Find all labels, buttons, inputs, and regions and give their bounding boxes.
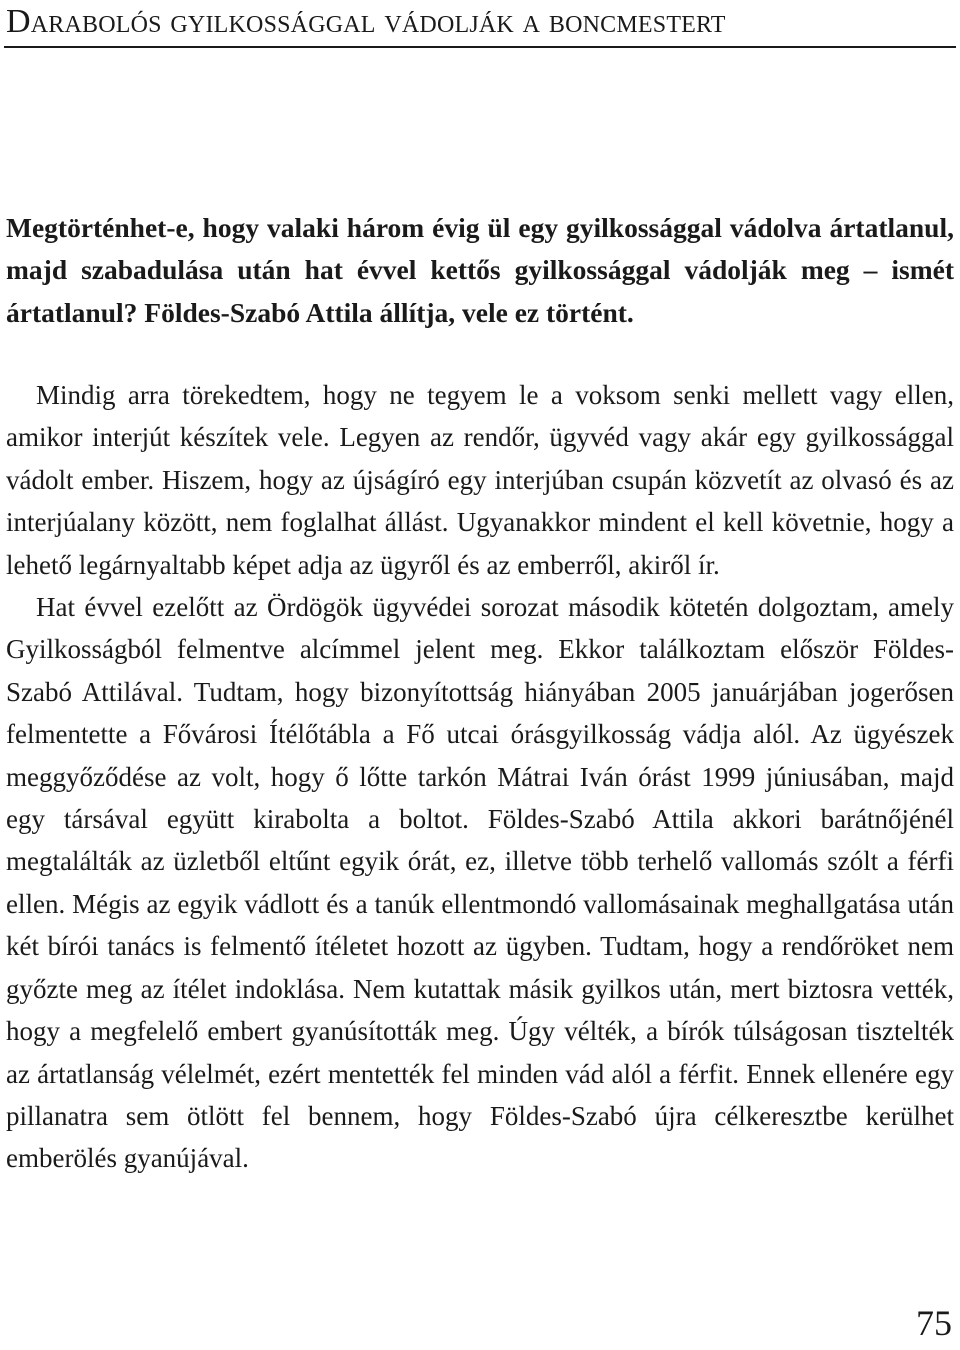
body-text <box>6 374 954 1180</box>
page-number: 75 <box>916 1303 952 1343</box>
title-underline <box>4 46 956 48</box>
body-paragraph: Mindig arra törekedtem, hogy ne tegyem le a voksom senki mellett vagy ellen, amikor interjút készítek vele. Legyen az rendőr, ügyvéd vagy akár egy gyilkossággal vádolt ember. Hiszem, hogy az újságíró egy interjúban csupán közvetít az olvasó és az interjúalany között, nem foglalhat állást. Ugyanakkor mindent el kell követnie, hogy a lehető legárnyaltabb képet adja az ügyről és az emberről, akiről ír. <box>6 380 954 580</box>
lead-paragraph: Megtörténhet-e, hogy valaki három évig ül egy gyilkossággal vádolva ártatlanul, majd szabadulása után hat évvel kettős gyilkossággal vádolják meg – ismét ártatlanul? Földes-Szabó Attila állítja, vele ez történt. <box>6 212 954 328</box>
chapter-title: Darabolós gyilkossággal vádolják a boncmestert <box>6 3 726 40</box>
body-paragraph: Hat évvel ezelőtt az Ördögök ügyvédei sorozat második kötetén dolgoztam, amely Gyilkosságból felmentve alcímmel jelent meg. Ekkor találkoztam először Földes-Szabó Attilával. Tudtam, hogy bizonyítottság hiányában 2005 januárjában jogerősen felmentette a Fővárosi Ítélőtábla a Fő utcai órásgyilkosság vádja alól. Az ügyészek meggyőződése az volt, hogy ő lőtte tarkón Mátrai Iván órást 1999 júniusában, majd egy társával együtt kirabolta a boltot. Földes-Szabó Attila akkori barátnőjénél megtalálták az üzletből eltűnt egyik órát, ez, illetve több terhelő vallomás szólt a férfi ellen. Mégis az egyik vádlott és a tanúk ellentmondó vallomásainak meghallgatása után két bírói tanács is felmentő ítéletet hozott az ügyben. Tudtam, hogy a rendőröket nem győzte meg az ítélet indoklása. Nem kutattak másik gyilkos után, mert biztosra vették, hogy a megfelelő embert gyanúsították meg. Úgy vélték, a bírók túlságosan tisztelték az ártatlanság vélelmét, ezért mentették fel minden vád alól a férfit. Ennek ellenére egy pillanatra sem ötlött fel bennem, hogy Földes-Szabó újra célkeresztbe kerülhet emberölés gyanújával. <box>6 592 954 1174</box>
